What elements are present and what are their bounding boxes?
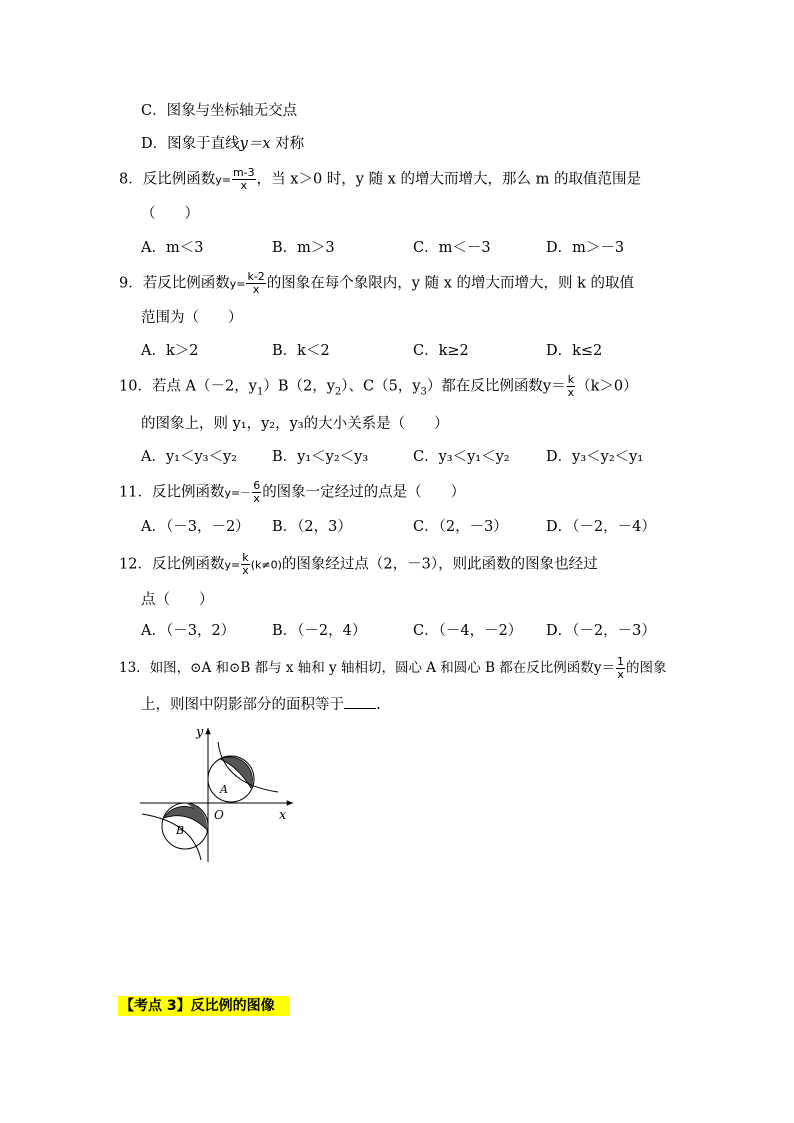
q10-option-c: C．y₃＜y₁＜y₂ <box>413 449 510 465</box>
answer-blank[interactable] <box>344 694 376 709</box>
q12-option-a: A．（－3，2） <box>141 623 236 639</box>
q9-option-b: B．k＜2 <box>272 343 330 359</box>
center-a-label: A <box>220 783 228 796</box>
q8-option-d: D．m＞－3 <box>546 240 625 256</box>
y-axis-label: y <box>196 725 204 740</box>
question-11: 11．反比例函数y=－ $\frac{6}{x}$ 的图象一定经过的点是（ ） <box>119 479 466 505</box>
center-b-label: B <box>176 824 185 837</box>
q9-line2: 范围为（ ） <box>141 310 243 326</box>
q8-option-b: B．m＞3 <box>272 240 335 256</box>
q13-line2: 上，则图中阴影部分的面积等于 . <box>141 694 381 715</box>
q12-option-c: C．（－4，－2） <box>413 623 523 639</box>
question-10: 10．若点 A（－2，$y_1)B(2$，$y_2$）、C（5，$y_3$）都在反比例函数y＝ $\frac{k}{x}$ （k＞0） <box>119 373 638 399</box>
question-9: 9．若反比例函数y= $\frac{k-2}{x}$ 的图象在每个象限内，y 随 x 的增大而增大，则 k 的取值 <box>119 270 635 296</box>
section-heading: 【考点 3】反比例的图像 <box>118 996 289 1016</box>
q7-option-c: C．图象与坐标轴无交点 <box>141 103 298 119</box>
q9-option-a: A．k＞2 <box>141 343 199 359</box>
q13-fraction: $\frac{1}{x}$ <box>616 655 624 681</box>
q8-answer-paren: （ ） <box>141 206 199 222</box>
q8-option-a: A．m＜3 <box>141 240 204 256</box>
q11-option-b: B．（2，3） <box>272 519 352 535</box>
q10-line2: 的图象上，则 y₁，y₂，y₃的大小关系是（ ） <box>141 416 449 432</box>
circles-figure <box>138 722 298 864</box>
q8-option-c: C．m＜－3 <box>413 240 491 256</box>
q9-option-d: D．k≤2 <box>546 343 603 359</box>
question-13: 13．如图，⊙A 和⊙B 都与 x 轴和 y 轴相切，圆心 A 和圆心 B 都在反比例函数y＝ $\frac{1}{x}$ 的图象 <box>119 655 667 681</box>
q11-option-d: D．（－2，－4） <box>546 519 656 535</box>
x-axis-label: x <box>279 808 287 823</box>
q8-fraction: $\frac{m-3}{x}$ <box>232 166 255 192</box>
q9-option-c: C．k≥2 <box>413 343 469 359</box>
origin-label: O <box>214 808 224 822</box>
q10-option-a: A．y₁＜y₃＜y₂ <box>141 449 237 465</box>
q12-line2: 点（ ） <box>141 592 214 608</box>
q12-option-d: D．（－2，－3） <box>546 623 656 639</box>
question-8: 8．反比例函数y= $\frac{m-3}{x}$ ，当 x＞0 时，y 随 x 的增大而增大，那么 m 的取值范围是 <box>119 166 641 192</box>
q12-option-b: B．（－2，4） <box>272 623 367 639</box>
q11-fraction: $\frac{6}{x}$ <box>253 479 261 505</box>
q10-fraction: $\frac{k}{x}$ <box>567 373 575 399</box>
q10-option-d: D．y₃＜y₂＜y₁ <box>546 449 644 465</box>
q11-option-a: A．（－3，－2） <box>141 519 250 535</box>
q12-fraction: $\frac{k}{x}$ <box>242 551 249 577</box>
q9-fraction: $\frac{k-2}{x}$ <box>247 270 265 296</box>
q7-option-d: D．图象于直线y＝x 对称 <box>141 136 305 152</box>
q11-option-c: C．（2，－3） <box>413 519 508 535</box>
question-12: 12．反比例函数y= $\frac{k}{x}$ (k≠0)的图象经过点（2，－3），则此函数的图象也经过 <box>119 551 598 577</box>
q10-option-b: B．y₁＜y₂＜y₃ <box>272 449 369 465</box>
